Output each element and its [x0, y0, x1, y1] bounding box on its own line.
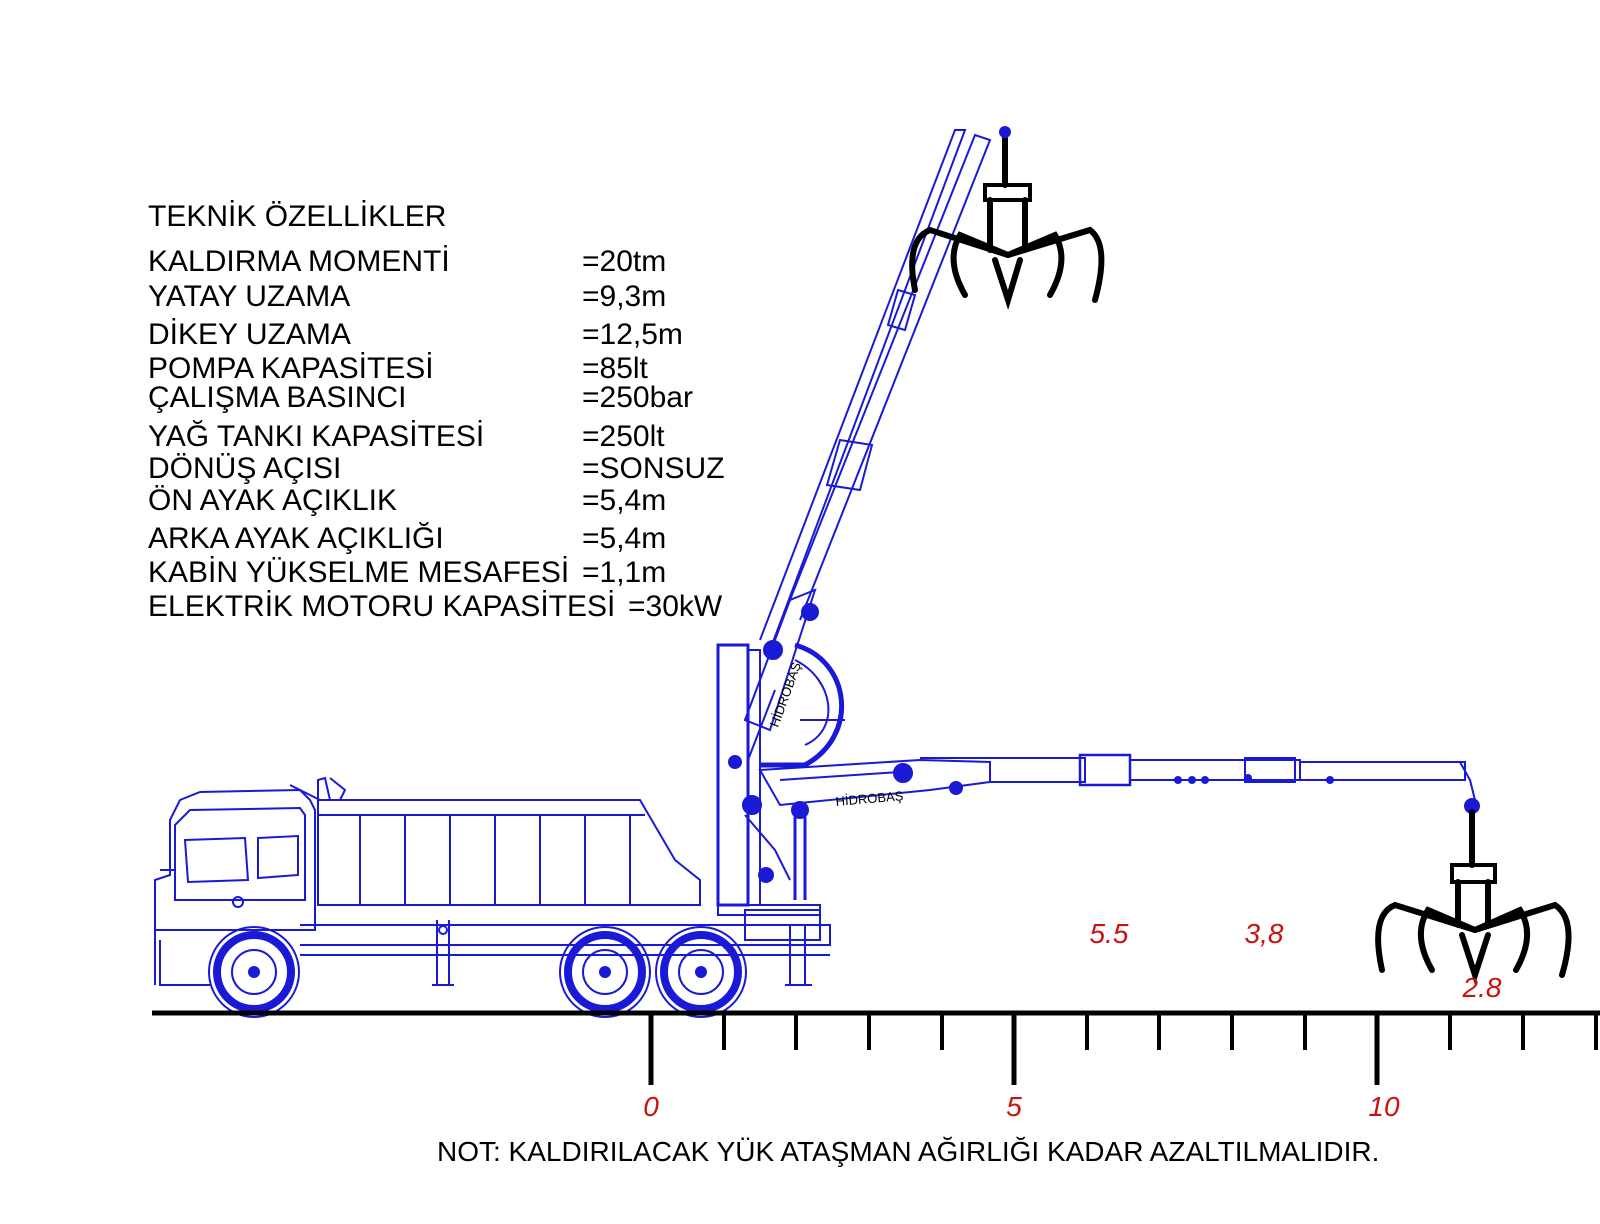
brand-label-boom: HİDROBAŞ [834, 788, 904, 809]
spec-label-front-leg-span: ÖN AYAK AÇIKLIK [148, 484, 397, 517]
wheel-front [209, 927, 299, 1017]
spec-value-cabin-raise: =1,1m [582, 556, 667, 589]
spec-value-lifting-moment: =20tm [582, 245, 667, 278]
spec-label-pump-capacity: POMPA KAPASİTESİ [148, 352, 434, 385]
spec-value-vertical-reach: =12,5m [582, 318, 683, 351]
spec-value-working-pressure: =250bar [582, 381, 693, 414]
front-outrigger [432, 920, 454, 985]
scale-label-0: 0 [643, 1091, 659, 1122]
wheel-rear-2 [656, 927, 746, 1017]
spec-value-slewing-angle: =SONSUZ [582, 452, 725, 485]
vertical-boom [729, 130, 990, 768]
grapple-bottom [1378, 812, 1568, 975]
spec-value-rear-leg-span: =5,4m [582, 522, 667, 555]
specs-title: TEKNİK ÖZELLİKLER [148, 200, 447, 233]
spec-value-electric-motor: =30kW [628, 590, 723, 623]
capacity-label-1: 5.5 [1089, 918, 1129, 949]
capacity-label-2: 3,8 [1244, 918, 1284, 949]
spec-value-pump-capacity: =85lt [582, 352, 648, 385]
cab-window [185, 838, 248, 882]
capacity-label-3: 2.8 [1462, 972, 1502, 1003]
scale-label-10: 10 [1368, 1091, 1400, 1122]
spec-label-horizontal-reach: YATAY UZAMA [148, 280, 351, 313]
wheel-rear-1 [560, 927, 650, 1017]
spec-label-rear-leg-span: ARKA AYAK AÇIKLIĞI [148, 522, 444, 555]
spec-value-front-leg-span: =5,4m [582, 484, 667, 517]
grapple-top [912, 126, 1101, 300]
spec-label-cabin-raise: KABİN YÜKSELME MESAFESİ [148, 556, 570, 589]
scale-minor-ticks [724, 1013, 1596, 1050]
brand-label-column: HİDROBAŞ [766, 660, 805, 730]
spec-label-working-pressure: ÇALIŞMA BASINCI [148, 381, 407, 414]
truck-chassis [300, 925, 830, 945]
truck [155, 778, 830, 1017]
spec-label-vertical-reach: DİKEY UZAMA [148, 318, 351, 351]
spec-value-horizontal-reach: =9,3m [582, 280, 667, 313]
distance-scale [152, 1013, 1600, 1085]
note-text: NOT: KALDIRILACAK YÜK ATAŞMAN AĞIRLIĞI KADAR AZALTILMALIDIR. [437, 1136, 1380, 1167]
spec-label-electric-motor: ELEKTRİK MOTORU KAPASİTESİ [148, 590, 616, 623]
scale-label-5: 5 [1006, 1091, 1022, 1122]
spec-value-oil-tank: =250lt [582, 420, 665, 453]
spec-label-lifting-moment: KALDIRMA MOMENTİ [148, 245, 450, 278]
spec-label-slewing-angle: DÖNÜŞ AÇISI [148, 452, 342, 485]
spec-label-oil-tank: YAĞ TANKI KAPASİTESİ [148, 420, 485, 453]
